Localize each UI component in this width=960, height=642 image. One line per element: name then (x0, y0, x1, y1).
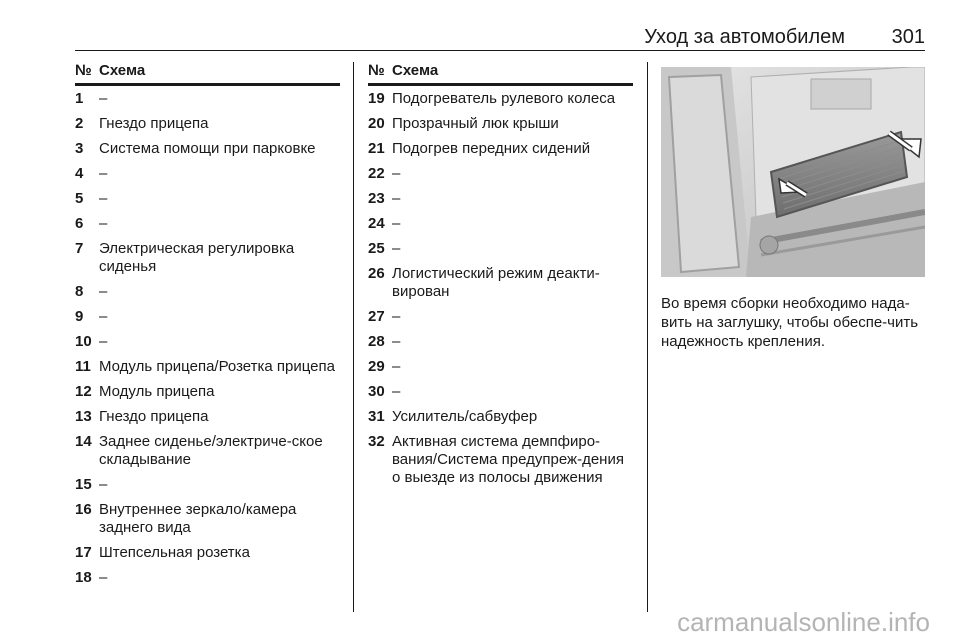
fuse-number: 27 (368, 308, 385, 325)
fuse-description: – (392, 383, 401, 400)
fuse-description: – (99, 165, 108, 182)
table-row (368, 190, 633, 208)
table-row (75, 544, 340, 562)
table-row (368, 265, 633, 301)
table-row (75, 165, 340, 183)
table-row (368, 215, 633, 233)
fuse-number: 17 (75, 544, 92, 561)
fuse-description: Модуль прицепа (99, 383, 215, 400)
table-row (75, 215, 340, 233)
table-row (75, 383, 340, 401)
table-row (368, 308, 633, 326)
fuse-number: 9 (75, 308, 84, 325)
fuse-number: 16 (75, 501, 92, 518)
table-row (75, 358, 340, 376)
fuse-number: 14 (75, 433, 92, 450)
fuse-description: – (392, 190, 401, 207)
fuse-table-right (368, 62, 633, 494)
fuse-number: 7 (75, 240, 84, 257)
fuse-description: Гнездо прицепа (99, 408, 209, 425)
fuse-description: Штепсельная розетка (99, 544, 250, 561)
fuse-number: 12 (75, 383, 92, 400)
table-row (368, 358, 633, 376)
fuse-description: – (392, 215, 401, 232)
fuse-box-cover-photo (661, 67, 925, 277)
fuse-number: 24 (368, 215, 385, 232)
fuse-number: 22 (368, 165, 385, 182)
fuse-description: Модуль прицепа/Розетка прицепа (99, 358, 335, 375)
table-row (368, 115, 633, 133)
column-divider (353, 62, 354, 612)
table-row (75, 569, 340, 587)
table-row (368, 140, 633, 158)
page-header (75, 22, 925, 52)
fuse-description: Система помощи при парковке (99, 140, 316, 157)
fuse-number: 21 (368, 140, 385, 157)
fuse-description: Подогреватель рулевого колеса (392, 90, 616, 107)
number-column-header: № (75, 62, 92, 79)
fuse-number: 25 (368, 240, 385, 257)
fuse-description: Подогрев передних сидений (392, 140, 591, 157)
fuse-number: 19 (368, 90, 385, 107)
table-row (75, 308, 340, 326)
table-row (75, 501, 340, 537)
table-row (368, 165, 633, 183)
page-number: 301 (891, 26, 925, 48)
table-header (75, 62, 340, 86)
fuse-description: – (99, 333, 108, 350)
fuse-number: 26 (368, 265, 385, 282)
table-row (75, 190, 340, 208)
fuse-number: 1 (75, 90, 84, 107)
table-row (75, 90, 340, 108)
fuse-number: 11 (75, 358, 91, 375)
fuse-number: 18 (75, 569, 92, 586)
fuse-description: – (392, 165, 401, 182)
fuse-number: 28 (368, 333, 385, 350)
scheme-column-header: Схема (99, 62, 146, 79)
fuse-description: – (392, 358, 401, 375)
fuse-description: – (99, 308, 108, 325)
table-row (75, 433, 340, 469)
table-row (368, 240, 633, 258)
fuse-number: 29 (368, 358, 385, 375)
fuse-number: 31 (368, 408, 385, 425)
table-row (368, 433, 633, 487)
fuse-description: – (392, 240, 401, 257)
fuse-description: Заднее сиденье/электриче-ское складывание (99, 433, 323, 468)
fuse-description: Усилитель/сабвуфер (392, 408, 538, 425)
fuse-description: Внутреннее зеркало/камера заднего вида (99, 501, 297, 536)
fuse-number: 4 (75, 165, 84, 182)
table-rows (368, 90, 633, 487)
fuse-description: – (392, 333, 401, 350)
table-row (75, 333, 340, 351)
fuse-description: – (99, 476, 108, 493)
fuse-number: 15 (75, 476, 92, 493)
fuse-number: 5 (75, 190, 84, 207)
fuse-number: 20 (368, 115, 385, 132)
table-row (368, 408, 633, 426)
fuse-number: 13 (75, 408, 92, 425)
fuse-description: Прозрачный люк крыши (392, 115, 559, 132)
fuse-description: – (392, 308, 401, 325)
number-column-header: № (368, 62, 385, 79)
fuse-description: Электрическая регулировка сиденья (99, 240, 295, 275)
fuse-number: 2 (75, 115, 84, 132)
page-title: Уход за автомобилем (644, 26, 845, 48)
table-rows (75, 90, 340, 587)
fuse-number: 23 (368, 190, 385, 207)
fuse-number: 32 (368, 433, 385, 450)
table-row (368, 383, 633, 401)
fuse-number: 3 (75, 140, 84, 157)
fuse-description: Логистический режим деакти-вирован (392, 265, 600, 300)
fuse-number: 8 (75, 283, 84, 300)
scheme-column-header: Схема (392, 62, 439, 79)
watermark: carmanualsonline.info (677, 607, 930, 637)
header-rule (75, 50, 925, 51)
fuse-description: – (99, 190, 108, 207)
fuse-number: 6 (75, 215, 84, 232)
table-header (368, 62, 633, 86)
table-row (368, 90, 633, 108)
fuse-table-left (75, 62, 340, 594)
fuse-number: 30 (368, 383, 385, 400)
table-row (75, 140, 340, 158)
table-row (75, 115, 340, 133)
fuse-description: – (99, 283, 108, 300)
fuse-description: Активная система демпфиро-вания/Система предупреж-дения о выезде из полосы движения (392, 433, 624, 486)
table-row (75, 408, 340, 426)
photo-caption: Во время сборки необходимо нада-вить на заглушку, чтобы обеспе-чить надежность крепления. (661, 295, 919, 350)
column-divider (647, 62, 648, 612)
fuse-description: Гнездо прицепа (99, 115, 209, 132)
table-row (75, 240, 340, 276)
fuse-description: – (99, 90, 108, 107)
cover-illustration (661, 67, 925, 277)
table-row (75, 476, 340, 494)
table-row (75, 283, 340, 301)
table-row (368, 333, 633, 351)
fuse-number: 10 (75, 333, 92, 350)
fuse-description: – (99, 569, 108, 586)
fuse-description: – (99, 215, 108, 232)
